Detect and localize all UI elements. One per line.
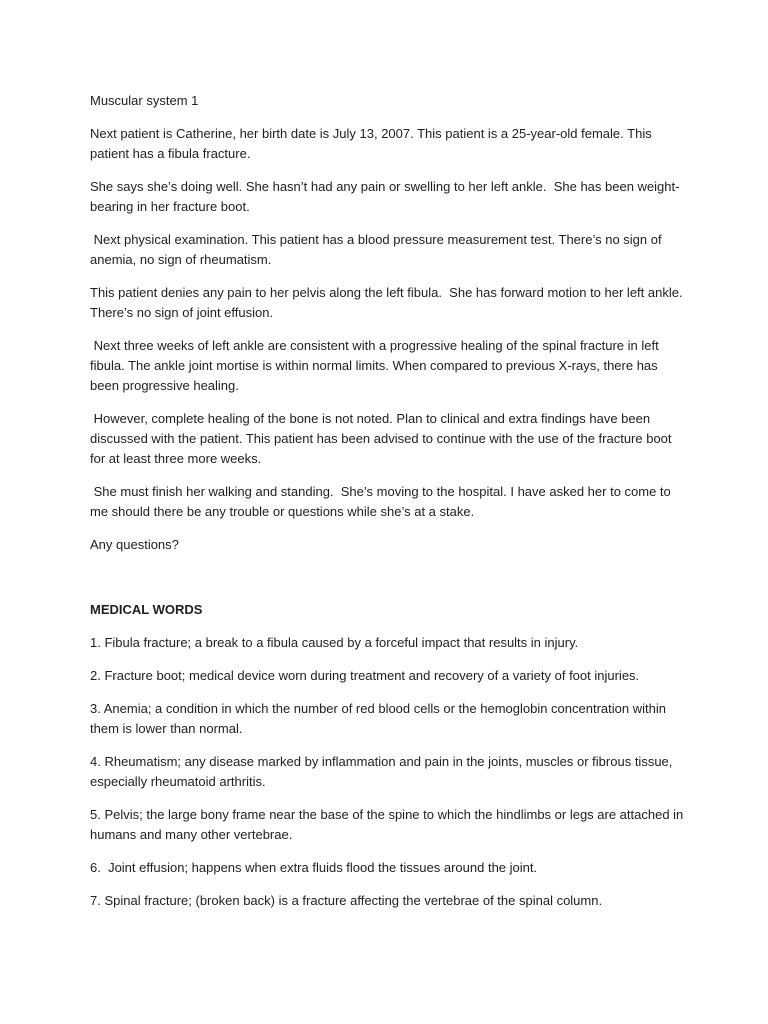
section-spacer <box>90 568 686 600</box>
paragraph-questions: Any questions? <box>90 537 179 552</box>
paragraph-physical-exam: Next physical examination. This patient has a blood pressure measurement test. There’s no sign of anemia, no sign of rheumatism. <box>90 232 666 267</box>
medical-word-item: 3. Anemia; a condition in which the number of red blood cells or the hemoglobin concentration within them is lower than normal. <box>90 701 670 736</box>
medical-word-item: 2. Fracture boot; medical device worn during treatment and recovery of a variety of foot injuries. <box>90 668 640 683</box>
medical-word-item: 5. Pelvis; the large bony frame near the base of the spine to which the hindlimbs or legs are attached in humans and many other vertebrae. <box>90 807 687 842</box>
medical-word-item: 4. Rheumatism; any disease marked by inflammation and pain in the joints, muscles or fibrous tissue, especially rheumatoid arthritis. <box>90 754 677 789</box>
medical-word-item: 7. Spinal fracture; (broken back) is a fracture affecting the vertebrae of the spinal column. <box>90 893 603 908</box>
paragraph-instructions: She must finish her walking and standing. She’s moving to the hospital. I have asked her to come to me should there be any trouble or questions while she’s at a stake. <box>90 484 675 519</box>
medical-word-item: 6. Joint effusion; happens when extra fluids flood the tissues around the joint. <box>90 860 538 875</box>
paragraph-plan: However, complete healing of the bone is not noted. Plan to clinical and extra findings have been discussed with the patient. This patient has been advised to continue with the use of the fracture boot for at least three more weeks. <box>90 411 676 466</box>
medical-word-item: 1. Fibula fracture; a break to a fibula caused by a forceful impact that results in injury. <box>90 635 579 650</box>
medical-words-heading: MEDICAL WORDS <box>90 602 203 617</box>
paragraph-xray-findings: Next three weeks of left ankle are consistent with a progressive healing of the spinal fracture in left fibula. The ankle joint mortise is within normal limits. When compared to previous X-rays, there has been progressive healing. <box>90 338 663 393</box>
document-body <box>90 91 686 924</box>
paragraph-pelvis-ankle: This patient denies any pain to her pelvis along the left fibula. She has forward motion to her left ankle. There’s no sign of joint effusion. <box>90 285 686 320</box>
paragraph-patient-intro: Next patient is Catherine, her birth date is July 13, 2007. This patient is a 25-year-old female. This patient has a fibula fracture. <box>90 126 656 161</box>
paragraph-patient-status: She says she’s doing well. She hasn’t had any pain or swelling to her left ankle. She has been weight-bearing in her fracture boot. <box>90 179 680 214</box>
document-title: Muscular system 1 <box>90 93 199 108</box>
